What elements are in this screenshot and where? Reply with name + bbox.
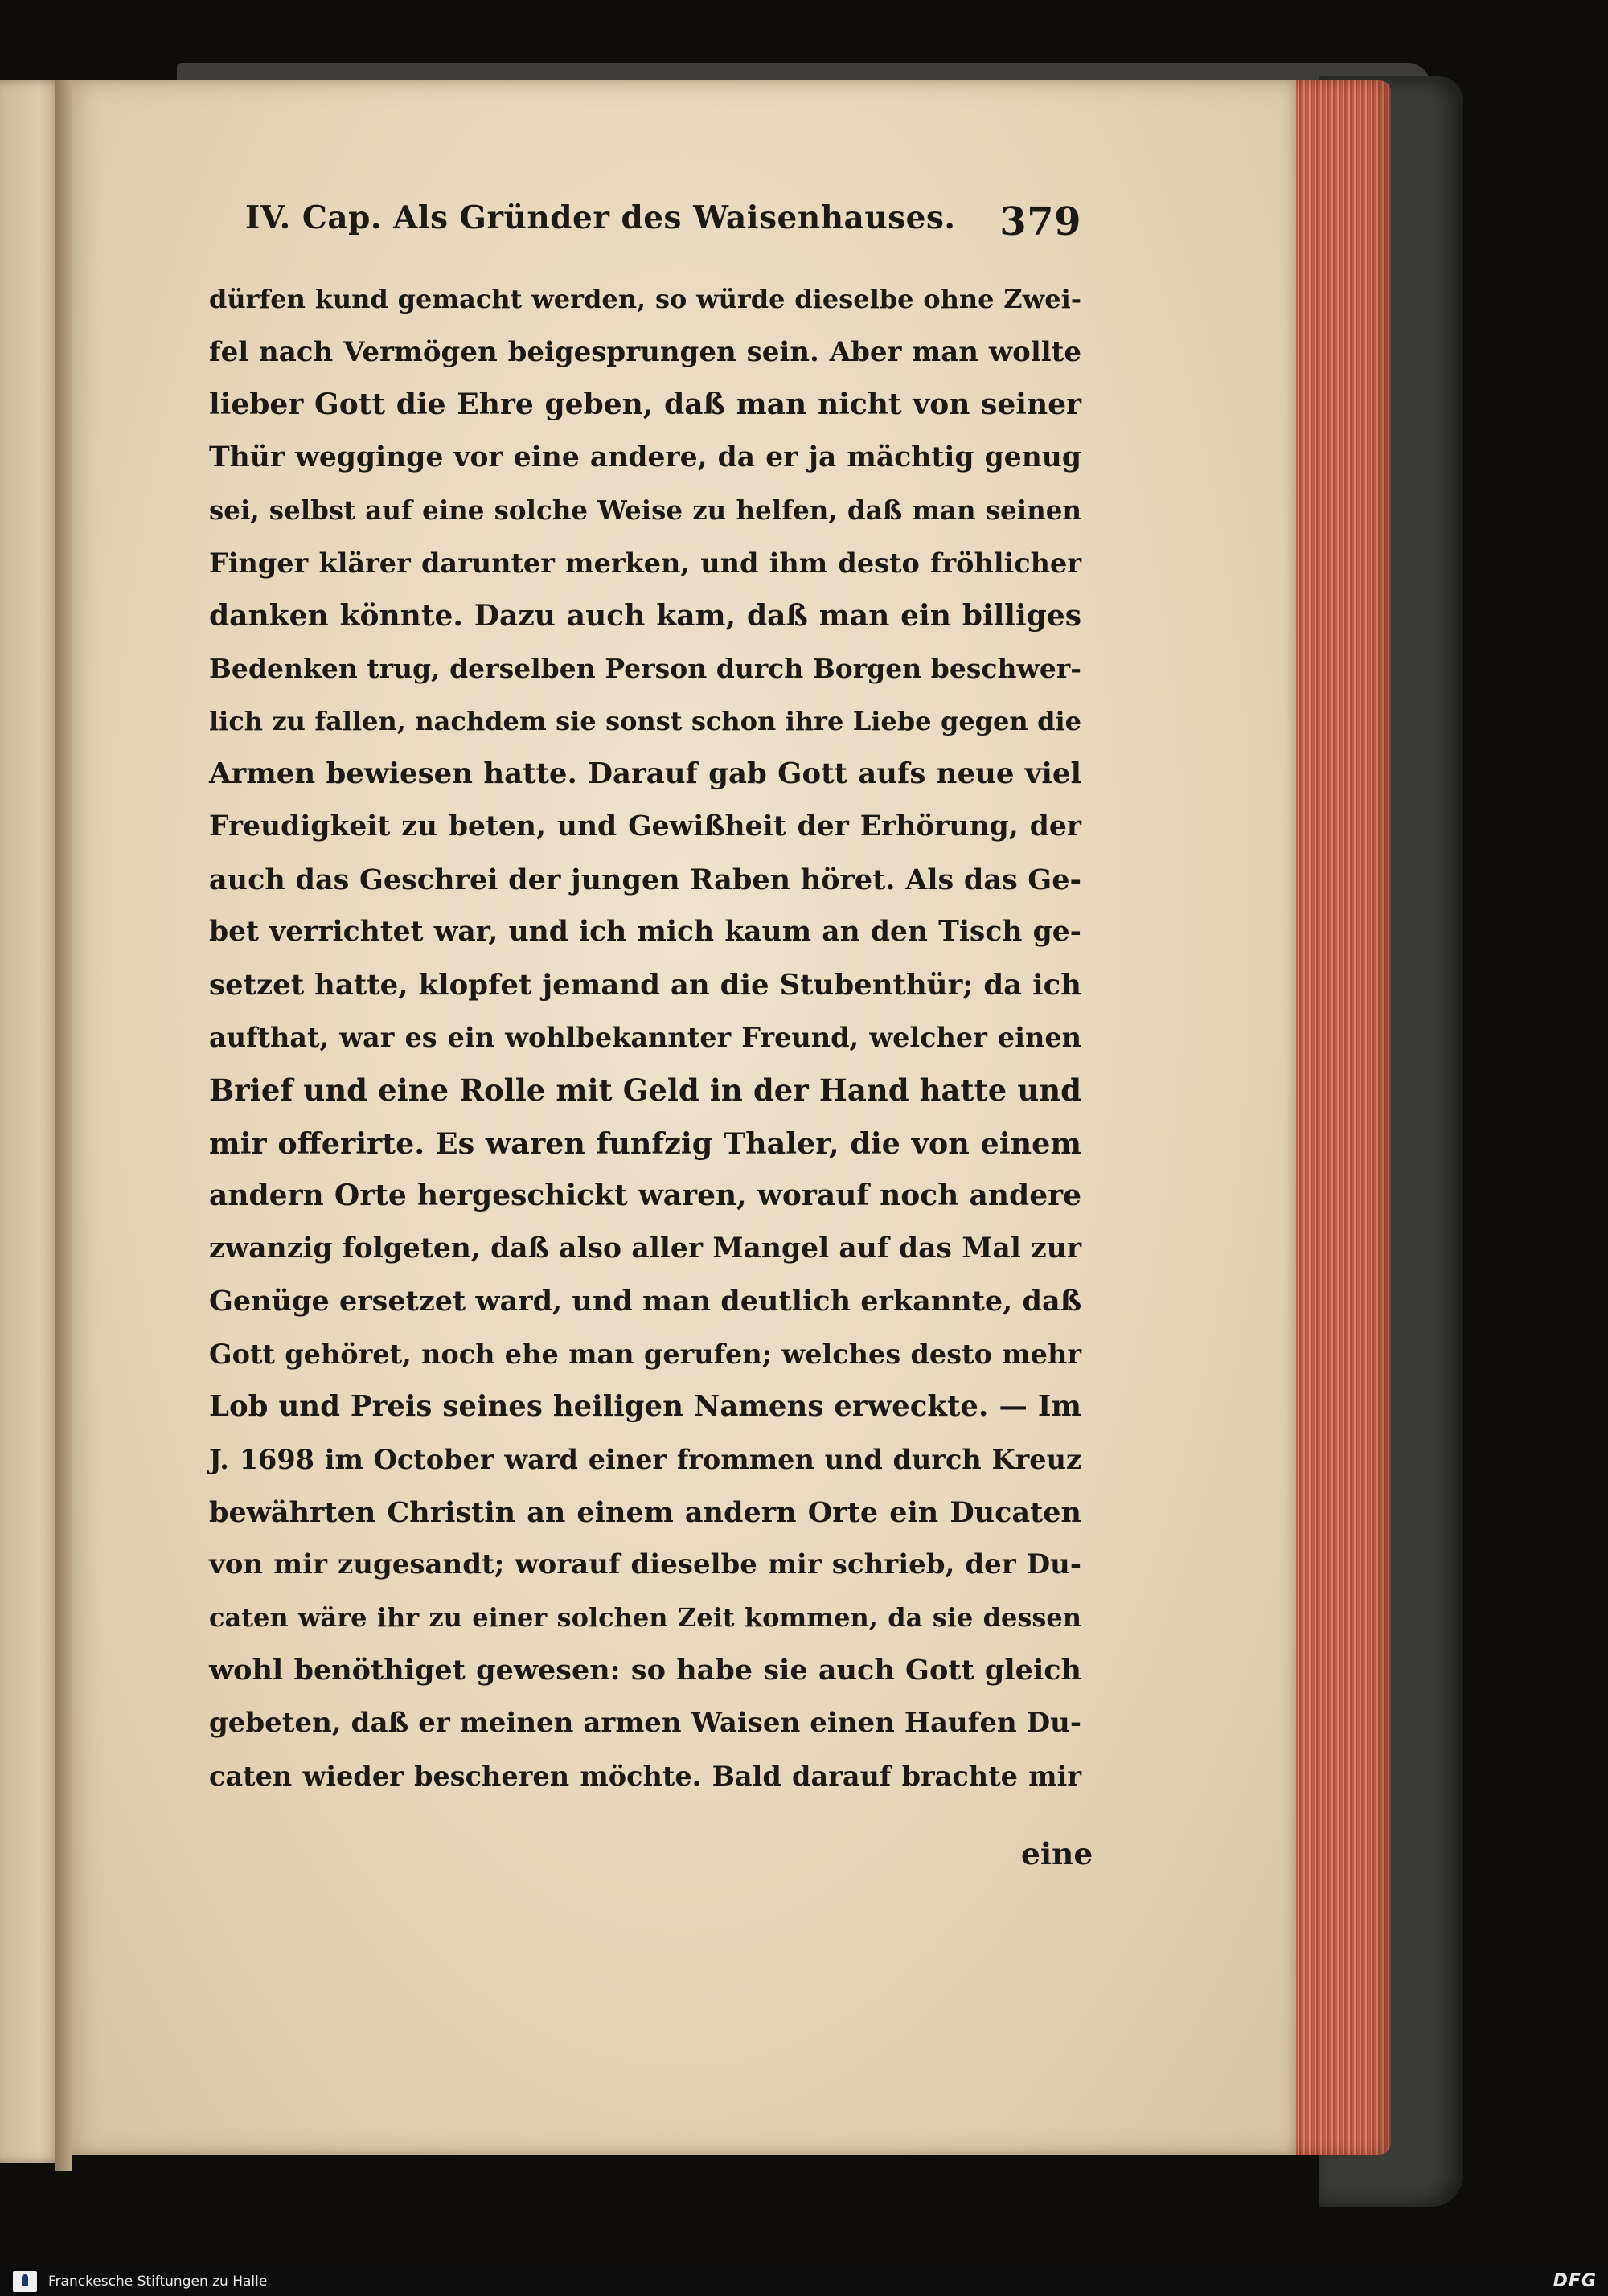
text-line: danken könnte. Dazu auch kam, daß man ein billiges — [209, 598, 1081, 633]
text-line: Bedenken trug, derselben Person durch Borgen beschwer- — [209, 653, 1081, 685]
catchword: eine — [1021, 1836, 1093, 1872]
funder-logo: DFG — [1553, 2271, 1597, 2291]
chapter-title: IV. Cap. Als Gründer des Waisenhauses. — [245, 199, 956, 236]
text-line: andern Orte hergeschickt waren, worauf noch andere — [209, 1179, 1081, 1213]
text-line: lich zu fallen, nachdem sie sonst schon ihre Liebe gegen die — [209, 705, 1081, 736]
text-line: J. 1698 im October ward einer frommen und durch Kreuz — [209, 1444, 1081, 1476]
text-line: caten wieder bescheren möchte. Bald darauf brachte mir — [209, 1760, 1081, 1792]
book-gutter — [55, 80, 72, 2171]
institution-logo-icon — [13, 2271, 37, 2292]
text-line: setzet hatte, klopfet jemand an die Stubenthür; da ich — [209, 968, 1081, 1002]
text-line: Gott gehöret, noch ehe man gerufen; welches desto mehr — [209, 1338, 1081, 1370]
running-header — [245, 199, 1081, 256]
text-line: Armen bewiesen hatte. Darauf gab Gott aufs neue viel — [209, 757, 1081, 791]
text-line: von mir zugesandt; worauf dieselbe mir schrieb, der Du- — [209, 1548, 1081, 1581]
body-text — [209, 273, 1081, 1802]
text-line: bewährten Christin an einem andern Orte ein Ducaten — [209, 1495, 1081, 1529]
text-line: fel nach Vermögen beigesprungen sein. Aber man wollte — [209, 335, 1081, 368]
text-line: wohl benöthiget gewesen: so habe sie auch Gott gleich — [209, 1654, 1081, 1687]
text-line: Freudigkeit zu beten, und Gewißheit der Erhörung, der — [209, 810, 1081, 843]
text-line: caten wäre ihr zu einer solchen Zeit kommen, da sie dessen — [209, 1601, 1081, 1633]
text-line: bet verrichtet war, und ich mich kaum an den Tisch ge- — [209, 916, 1081, 949]
text-line: Lob und Preis seines heiligen Namens erweckte. — Im — [209, 1390, 1081, 1424]
text-line: gebeten, daß er meinen armen Waisen einen Haufen Du- — [209, 1707, 1081, 1740]
text-line: dürfen kund gemacht werden, so würde dieselbe ohne Zwei- — [209, 284, 1081, 314]
text-line: lieber Gott die Ehre geben, daß man nicht von seiner — [209, 387, 1081, 422]
text-line: aufthat, war es ein wohlbekannter Freund, welcher einen — [209, 1022, 1081, 1054]
institution-name: Franckesche Stiftungen zu Halle — [48, 2273, 268, 2290]
text-line: Brief und eine Rolle mit Geld in der Hand hatte und — [209, 1072, 1081, 1108]
text-line: zwanzig folgeten, daß also aller Mangel auf das Mal zur — [209, 1232, 1081, 1265]
viewer-footer — [0, 2267, 1608, 2296]
text-line: Thür wegginge vor eine andere, da er ja mächtig genug — [209, 441, 1081, 474]
text-line: auch das Geschrei der jungen Raben höret. Als das Ge- — [209, 863, 1081, 896]
text-line: mir offerirte. Es waren funfzig Thaler, die von einem — [209, 1125, 1081, 1161]
text-line: sei, selbst auf eine solche Weise zu helfen, daß man seinen — [209, 494, 1081, 527]
text-line: Finger klärer darunter merken, und ihm desto fröhlicher — [209, 547, 1081, 579]
text-line: Genüge ersetzet ward, und man deutlich erkannte, daß — [209, 1285, 1082, 1318]
page-number: 379 — [999, 199, 1081, 244]
